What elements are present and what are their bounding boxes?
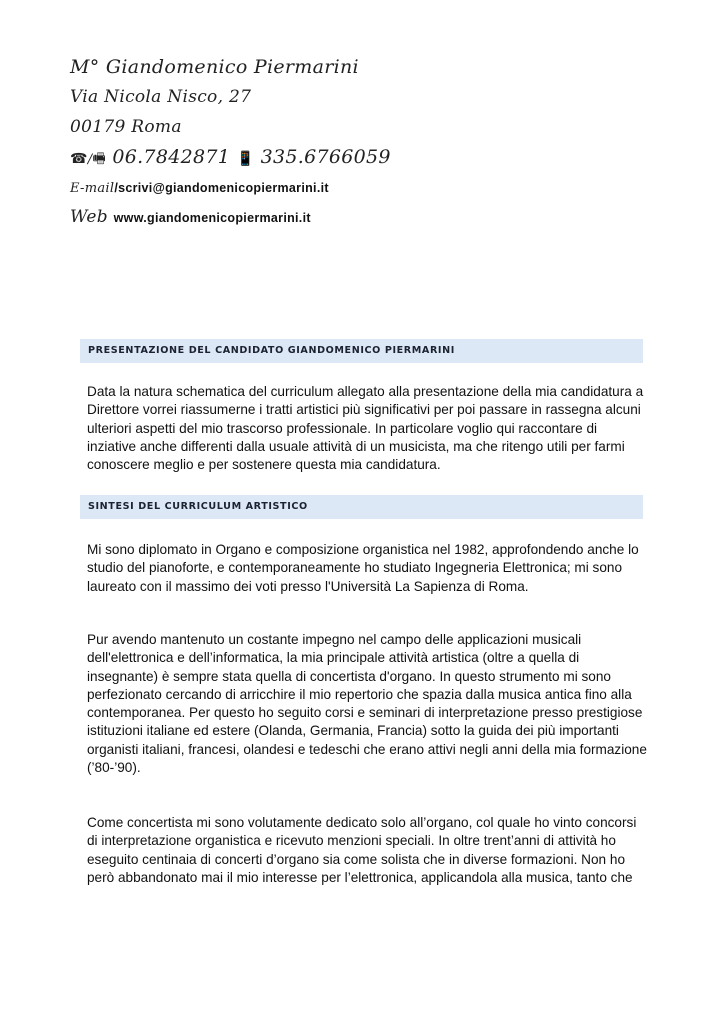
email-separator: / [114, 181, 119, 195]
letterhead [70, 52, 391, 232]
email-line [70, 172, 391, 202]
section-heading-presentazione: PRESENTAZIONE DEL CANDIDATO GIANDOMENICO PIERMARINI [80, 339, 643, 363]
phone-line [70, 142, 391, 172]
website-link[interactable]: www.giandomenicopiermarini.it [113, 211, 311, 225]
sender-city: 00179 Roma [70, 117, 182, 137]
paragraph-diploma: Mi sono diplomato in Organo e composizione organistica nel 1982, approfondendo anche lo studio del pianoforte, e contemporaneamente ho studiato Ingegneria Elettronica; mi sono laureato con il massimo dei voti presso l'Università La Sapienza di Roma. [87, 542, 639, 594]
mobile-number: 335.6766059 [260, 146, 391, 168]
telephone-icon: ☎ [70, 151, 88, 167]
web-line [70, 202, 391, 232]
section-heading-sintesi: SINTESI DEL CURRICULUM ARTISTICO [80, 495, 643, 519]
email-address[interactable]: scrivi@giandomenicopiermarini.it [118, 181, 329, 195]
phone-separator: / [87, 152, 93, 167]
web-label: Web [70, 207, 108, 227]
phone-number: 06.7842871 [112, 146, 231, 168]
sender-name: M° Giandomenico Piermarini [70, 56, 359, 78]
paragraph-concertista: Come concertista mi sono volutamente dedicato solo all’organo, col quale ho vinto concorsi di interpretazione organistica e ricevuto menzioni speciali. In oltre trent’anni di attività ho eseguito centinaia di concerti d’organo sia come solista che in diverse formazioni. Non ho però abbandonato mai il mio interesse per l’elettronica, applicandola alla musica, tanto che [87, 815, 637, 885]
email-label: E-mail [70, 181, 115, 196]
paragraph-presentazione: Data la natura schematica del curriculum allegato alla presentazione della mia candidatura a Direttore vorrei riassumerne i tratti artistici più significativi per poi passare in rassegna alcuni ulteriori aspetti del mio trascorso professionale. In particolare voglio qui raccontare di inziative anche differenti dalla usuale attività di un musicista, ma che ritengo utili per farmi conoscere meglio e per sostenere questa mia candidatura. [87, 384, 644, 473]
mobile-phone-icon: 📱 [236, 151, 255, 167]
fax-icon: 🖷 [92, 151, 106, 167]
paragraph-attivita: Pur avendo mantenuto un costante impegno nel campo delle applicazioni musicali dell'elettronica e dell’informatica, la mia principale attività artistica (oltre a quella di insegnante) è sempre stata quella di concertista d'organo. In questo strumento mi sono perfezionato cercando di arricchire il mio repertorio che spazia dalla musica antica fino alla contemporanea. Per questo ho seguito corsi e seminari di interpretazione presso prestigiose istituzioni italiane ed estere (Olanda, Germania, Francia) sotto la guida dei più importanti organisti italiani, francesi, olandesi e tedeschi che erano attivi negli anni della mia formazione (’80-’90). [87, 632, 647, 776]
sender-address: Via Nicola Nisco, 27 [70, 87, 252, 107]
